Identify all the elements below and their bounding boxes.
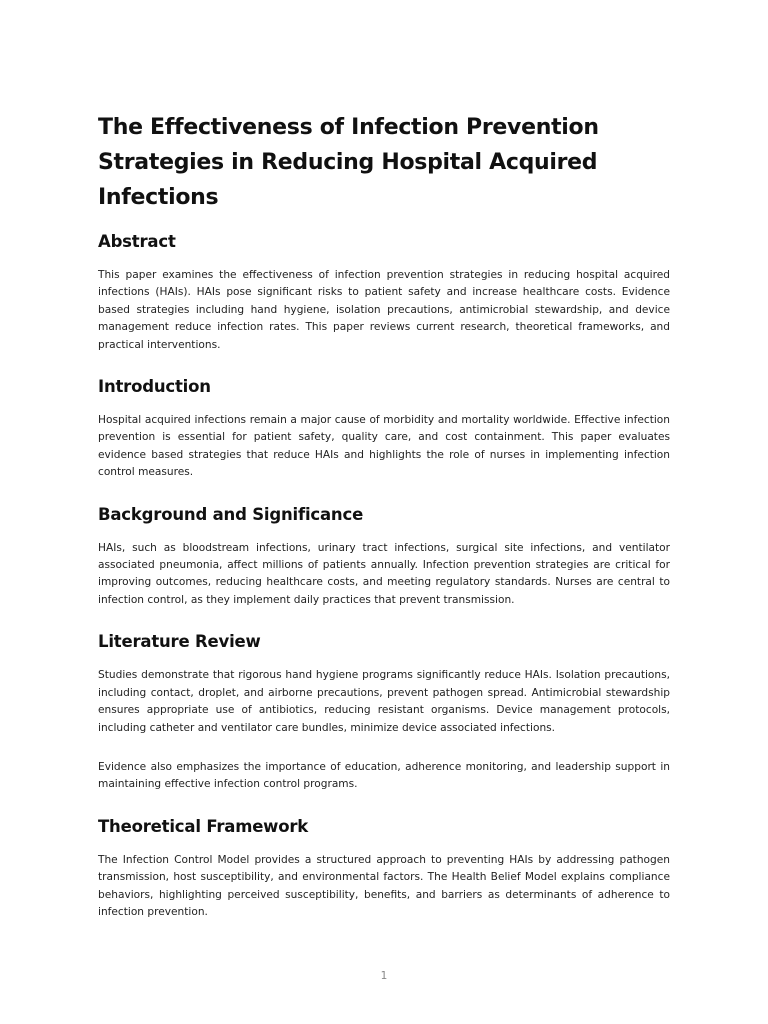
section-heading: Background and Significance bbox=[98, 504, 364, 524]
section-heading: Abstract bbox=[98, 232, 176, 251]
section-introduction bbox=[98, 376, 670, 482]
section-abstract bbox=[98, 231, 670, 354]
paragraph: HAIs, such as bloodstream infections, urinary tract infections, surgical site infections, and ventilator associated pneumonia, affect millions of patients annually. Infection prevention strategies are critical for improving outcomes, reducing healthcare costs, and meeting regulatory standards. Nurses are central to infection control, as they implement daily practices that prevent transmission. bbox=[98, 541, 670, 606]
page-number: 1 bbox=[380, 970, 388, 982]
section-heading: Literature Review bbox=[98, 632, 261, 652]
document-title: The Effectiveness of Infection Prevention Strategies in Reducing Hospital Acquired Infections bbox=[98, 115, 599, 210]
paragraph: This paper examines the effectiveness of infection prevention strategies in reducing hospital acquired infections (HAIs). HAIs pose significant risks to patient safety and increase healthcare costs. Evidence based strategies including hand hygiene, isolation precautions, antimicrobial stewardship, and device management reduce infection rates. This paper reviews current research, theoretical frameworks, and practical interventions. bbox=[98, 269, 670, 351]
paragraph: Evidence also emphasizes the importance of education, adherence monitoring, and leadership support in maintaining effective infection control programs. bbox=[98, 760, 670, 791]
section-heading: Introduction bbox=[98, 377, 211, 397]
section-background bbox=[98, 504, 670, 610]
paragraph: Studies demonstrate that rigorous hand hygiene programs significantly reduce HAIs. Isolation precautions, including contact, droplet, and airborne precautions, prevent pathogen spread. Antimicrobial stewardship ensures appropriate use of antibiotics, reducing resistant organisms. Device management protocols, including catheter and ventilator care bundles, minimize device associated infections. bbox=[98, 669, 670, 734]
document-page bbox=[98, 110, 670, 943]
section-literature-review bbox=[98, 631, 670, 793]
paragraph: Hospital acquired infections remain a major cause of morbidity and mortality worldwide. Effective infection prevention is essential for patient safety, quality care, and cost containment. This paper evaluates evidence based strategies that reduce HAIs and highlights the role of nurses in implementing infection control measures. bbox=[98, 414, 670, 479]
section-theoretical-framework bbox=[98, 816, 670, 922]
paragraph: The Infection Control Model provides a structured approach to preventing HAIs by addressing pathogen transmission, host susceptibility, and environmental factors. The Health Belief Model explains compliance behaviors, highlighting perceived susceptibility, benefits, and barriers as determinants of adherence to infection prevention. bbox=[98, 853, 670, 918]
section-heading: Theoretical Framework bbox=[98, 816, 309, 836]
